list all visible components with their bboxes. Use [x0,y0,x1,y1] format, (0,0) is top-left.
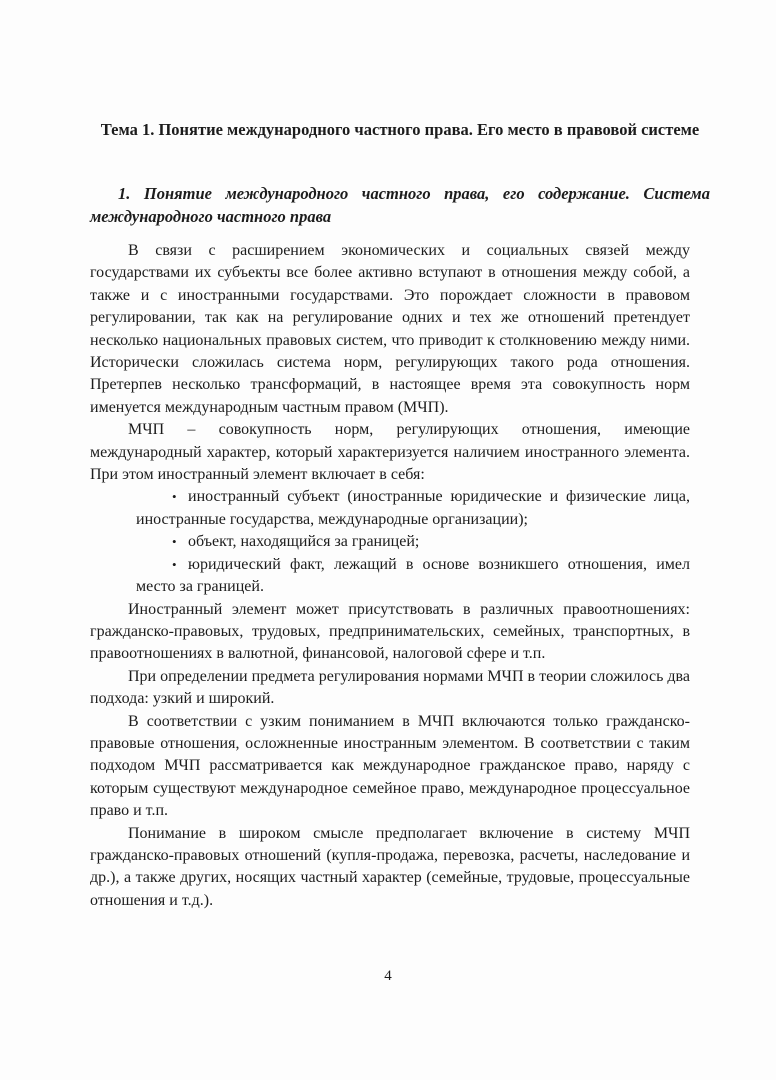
section-subtitle: 1. Понятие международного частного права, его содержание. Система международного частного права [90,184,710,226]
paragraph: В соответствии с узким пониманием в МЧП включаются только гражданско-правовые отношения, осложненные иностранным элементом. В соответствии с таким подходом МЧП рассматривается как международное гражданское право, наряду с которым существуют международное семейное право, международное процессуальное право и т.п. [90,712,690,820]
foreign-element-list [90,486,690,598]
list-item-text: объект, находящийся за границей; [188,533,420,551]
list-item-text: юридический факт, лежащий в основе возникшего отношения, имел место за границей. [136,555,690,596]
list-item [90,531,690,553]
list-item [90,486,690,531]
bullet-icon: • [172,489,177,505]
bullet-icon: • [172,534,177,550]
page-number: 4 [384,968,392,984]
bullet-icon: • [172,556,177,572]
list-item-text: иностранный субъект (иностранные юридические и физические лица, иностранные государства, международные организации); [136,488,690,528]
chapter-title: Тема 1. Понятие международного частного права. Его место в правовой системе [100,120,700,139]
paragraph: Иностранный элемент может присутствовать в различных правоотношениях: гражданско-правовых, трудовых, предпринимательских, семейных, транспортных, в правоотношениях в валютной, финансовой, налоговой сфере и т.п. [90,600,690,663]
paragraph: МЧП – совокупность норм, регулирующих отношения, имеющие международный характер, который характеризуется наличием иностранного элемента. При этом иностранный элемент включает в себя: [90,421,690,484]
paragraph: При определении предмета регулирования нормами МЧП в теории сложилось два подхода: узкий и широкий. [90,667,690,708]
paragraph: В связи с расширением экономических и социальных связей между государствами их субъекты все более активно вступают в отношения между собой, а также и с иностранными государствами. Это порождает сложности в правовом регулировании, так как на регулирование одних и тех же отношений претендует несколько национальных правовых систем, что приводит к столкновению между ними. Исторически сложилась система норм, регулирующих такого рода отношения. Претерпев несколько трансформаций, в настоящее время эта совокупность норм именуется международным частным правом (МЧП). [90,242,690,416]
body-text [90,240,690,912]
paragraph: Понимание в широком смысле предполагает включение в систему МЧП гражданско-правовых отношений (купля-продажа, перевозка, расчеты, наследование и др.), а также других, носящих частный характер (семейные, трудовые, процессуальные отношения и т.д.). [90,824,690,909]
list-item [90,554,690,599]
